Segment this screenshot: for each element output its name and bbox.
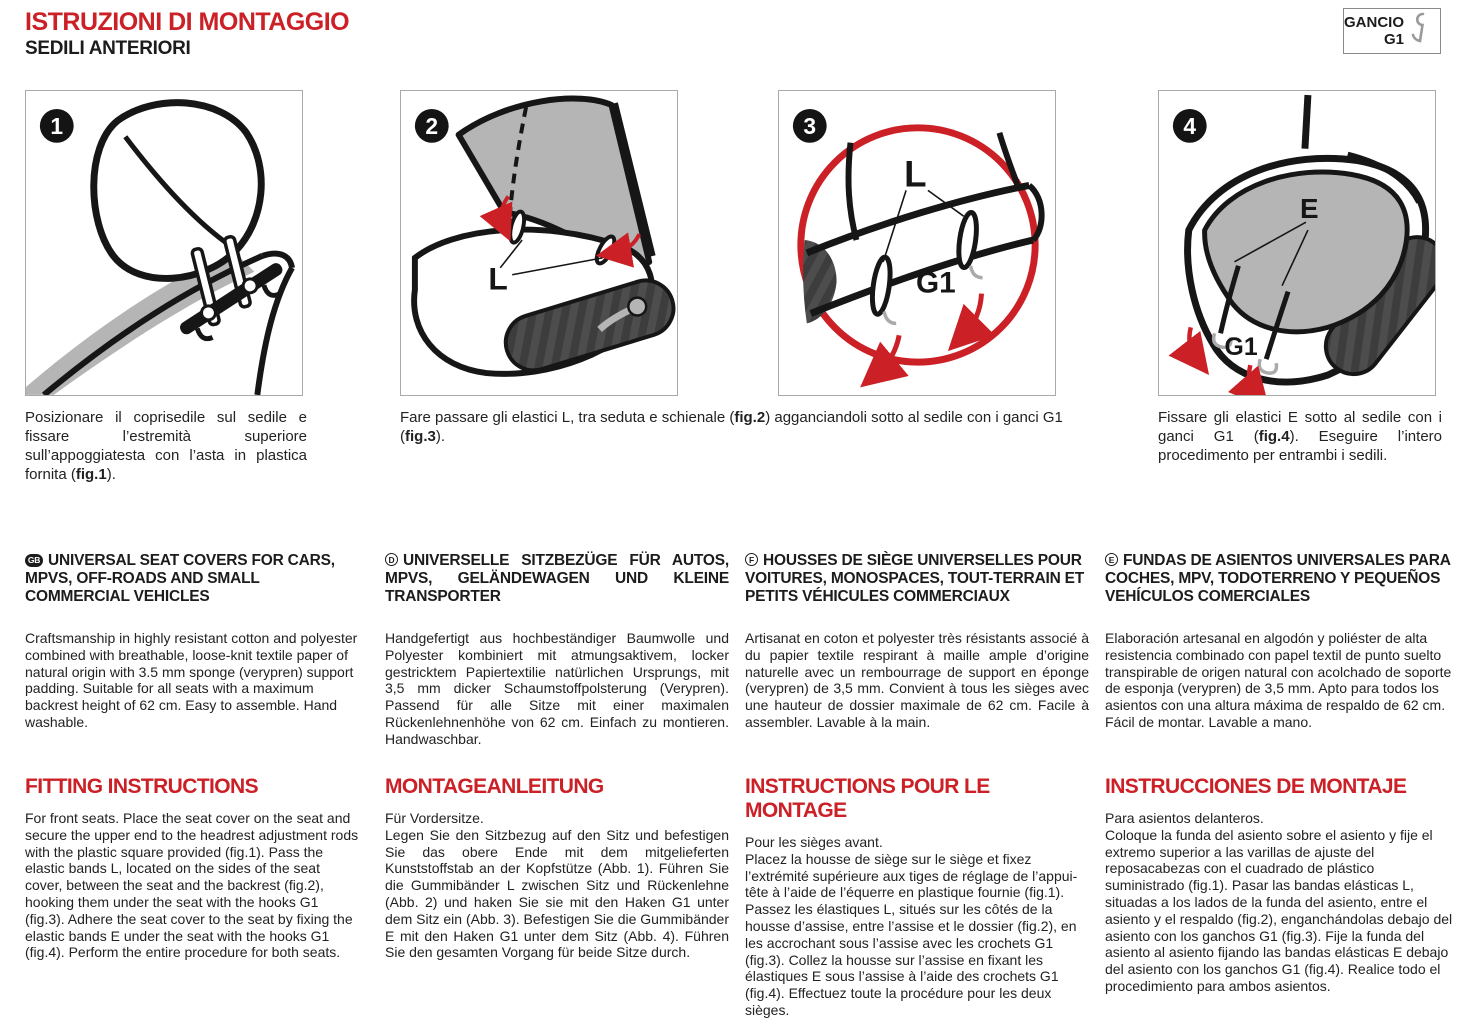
fitting-title-en: FITTING INSTRUCTIONS — [25, 775, 258, 798]
caption-text: Posizionare il coprisedile sul sedile e fissare l’estremità superiore sull’appoggiatesta con l’asta in plastica fornita ( — [25, 409, 307, 483]
page-subtitle: SEDILI ANTERIORI — [25, 38, 191, 59]
fitting-title-es: INSTRUCCIONES DE MONTAJE — [1105, 775, 1407, 798]
section-es-header — [1105, 552, 1455, 630]
figure-1-number: 1 — [50, 112, 64, 139]
section-fr-title: HOUSSES DE SIÈGE UNIVERSELLES POUR VOITURES, MONOSPACES, TOUT-TERRAIN ET PETITS VÉHICULES COMMERCIAUX — [745, 552, 1085, 605]
caption-text: ). — [106, 466, 116, 483]
lang-marker-f-icon: F — [745, 553, 758, 566]
fitting-body-en: For front seats. Place the seat cover on the seat and secure the upper end to the headrest adjustment rods with the plastic square provided (fig.1). Pass the elastic bands L, located on the sides of the seat cover, between the seat and the backrest (fig.2), hooking them under the seat with the hooks G1 (fig.3). Adhere the seat cover to the seat by fixing the elastic bands E under the seat with the hooks G1 (fig.4). Perform the entire procedure for both seats. — [25, 810, 359, 961]
caption-fig-ref: fig.3 — [405, 428, 436, 445]
figure-3-hooks-detail — [778, 90, 1056, 396]
figure-4-number: 4 — [1183, 112, 1197, 139]
figure-2-elastic-bands — [400, 90, 678, 396]
section-es-description: Elaboración artesanal en algodón y poliéster de alta resistencia combinado con papel textil de punto suelto transpirable de origen natural con acolchado de soporte de esponja (verypren) de 3,5 mm. Apto para todos los asientos con una altura máxima de respaldo de 62 cm. Fácil de montar. Lavable a mano. — [1105, 630, 1452, 730]
fitting-intro-de: Für Vordersitze. — [385, 810, 484, 826]
section-en-fitting — [25, 775, 361, 961]
section-es-product — [1105, 552, 1455, 731]
section-en-header — [25, 552, 361, 630]
lang-marker-d-icon: D — [385, 553, 398, 566]
figure-3-label-l: L — [904, 153, 927, 195]
caption-text: ). Eseguire l’intero procedimento per entrambi i sedili. — [1158, 428, 1442, 464]
page-title: ISTRUZIONI DI MONTAGGIO — [25, 8, 350, 36]
figure-2-label-l: L — [488, 260, 508, 297]
figure-4-label-e: E — [1299, 193, 1319, 225]
fitting-title-fr: INSTRUCTIONS POUR LE MONTAGE — [745, 775, 990, 822]
fitting-body-es: Coloque la funda del asiento sobre el asiento y fije el extremo superior a las varillas de ajuste del reposacabezas con el cuadrado de plástico suministrado (fig.1). Pasar las bandas elásticas L, situadas a los lados de la funda del asiento, entre el asiento y el respaldo (fig.2), enganchándolas debajo del asiento con los ganchos G1 (fig.3). Fije la funda del asiento al asiento fijando las bandas elásticas E debajo del asiento con los ganchos G1 (fig.4). Realice todo el procedimiento para ambos asientos. — [1105, 826, 1453, 994]
fitting-body-fr: Placez la housse de siège sur le siège et fixez l’extrémité supérieure aux tiges de réglage de l’appui-tête à l’aide de l’équerre en plastique fournie (fig.1). Passez les élastiques L, situés sur les côtés de la housse d’assise, entre l’assise et le dossier (fig.2), en les accrochant sous l’assise avec les crochets G1 (fig.3). Collez la housse sur l’assise en fixant les élastiques E sous l’assise à l’aide des crochets G1 (fig.4). Effectuez toute la procédure pour les deux sièges. — [745, 850, 1078, 1018]
hook-legend-box — [1343, 8, 1441, 54]
caption-fig-ref: fig.1 — [75, 466, 107, 483]
caption-text: Fissare gli elastici E sotto al sedile con i ganci G1 ( — [1158, 409, 1442, 445]
figure-4-label-g1: G1 — [1224, 334, 1258, 362]
fitting-intro-es: Para asientos delanteros. — [1105, 810, 1264, 826]
section-es-title: FUNDAS DE ASIENTOS UNIVERSALES PARA COCHES, MPV, TODOTERRENO Y PEQUEÑOS VEHÍCULOS COMERCIALES — [1105, 552, 1451, 605]
section-fr-product — [745, 552, 1089, 731]
fitting-intro-fr: Pour les sièges avant. — [745, 834, 883, 850]
section-fr-fitting — [745, 775, 1089, 1019]
section-en-title: UNIVERSAL SEAT COVERS FOR CARS, MPVS, OFF-ROADS AND SMALL COMMERCIAL VEHICLES — [25, 552, 335, 605]
section-es-fitting — [1105, 775, 1455, 995]
caption-fig1 — [25, 408, 307, 484]
section-de-title: UNIVERSELLE SITZBEZÜGE FÜR AUTOS, MPVS, GELÄNDEWAGEN UND KLEINE TRANSPORTER — [385, 552, 729, 605]
caption-fig2-fig3 — [400, 408, 1088, 446]
section-de-fitting — [385, 775, 729, 961]
fitting-title-de: MONTAGEANLEITUNG — [385, 775, 604, 798]
figure-3-label-g1: G1 — [916, 266, 956, 300]
lang-marker-e-icon: E — [1105, 553, 1118, 566]
section-de-description: Handgefertigt aus hochbeständiger Baumwolle und Polyester kombiniert mit atmungsaktivem, locker gestricktem Papiertextilie natürlichen Ursprungs, mit 3,5 mm dicker Schaumstoffpolsterung (Verypren). Passend für alle Sitze mit einer maximalen Rückenlehnenhöhe von 62 cm. Einfach zu montieren. Handwaschbar. — [385, 630, 729, 747]
hook-legend-line2: G1 — [1383, 31, 1404, 48]
figure-2-number: 2 — [425, 112, 439, 139]
hook-icon — [1410, 9, 1434, 54]
hook-legend-line1: GANCIO — [1344, 14, 1404, 31]
caption-fig-ref: fig.4 — [1258, 428, 1290, 445]
caption-text: ) agganciandoli sotto al sedile con i ganci G1 ( — [400, 409, 1063, 445]
caption-fig4 — [1158, 408, 1442, 465]
section-fr-header — [745, 552, 1089, 630]
section-fr-description: Artisanat en coton et polyester très résistants associé à du papier textile respirant à maille ample d’origine naturelle avec un rembourrage de support en éponge (verypren) de 3,5 mm. Convient à tous les sièges avec une hauteur de dossier maximale de 62 cm. Facile à assembler. Lavable à la main. — [745, 630, 1089, 730]
figure-4-elastic-e-under-seat — [1158, 90, 1436, 396]
fitting-body-de: Legen Sie den Sitzbezug auf den Sitz und befestigen Sie das obere Ende mit dem mitgelieferten Kunststoffstab an der Kopfstütze (Abb. 1). Führen Sie die Gummibänder L zwischen Sitz und Rückenlehne (Abb. 2) und haken Sie sie mit den Haken G1 unter dem Sitz ein (Abb. 3). Befestigen Sie die Gummibänder E mit den Haken G1 unter dem Sitz (Abb. 4). Führen Sie den gesamten Vorgang für beide Sitze durch. — [385, 826, 729, 961]
caption-text: Fare passare gli elastici L, tra seduta e schienale ( — [400, 409, 735, 426]
caption-fig-ref: fig.2 — [734, 409, 766, 426]
section-en-product — [25, 552, 361, 731]
section-de-header — [385, 552, 729, 630]
figure-3-number: 3 — [803, 112, 817, 139]
lang-marker-gb-icon: GB — [25, 554, 43, 567]
figure-1-headrest-rod — [25, 90, 303, 396]
caption-text: ). — [435, 428, 446, 445]
red-arrow-left — [1189, 327, 1196, 359]
section-en-description: Craftsmanship in highly resistant cotton and polyester combined with breathable, loose-knit textile paper of natural origin with 3.5 mm sponge (verypren) support padding. Suitable for all seats with a maximum backrest height of 62 cm. Easy to assemble. Hand washable. — [25, 630, 358, 730]
section-de-product — [385, 552, 729, 748]
